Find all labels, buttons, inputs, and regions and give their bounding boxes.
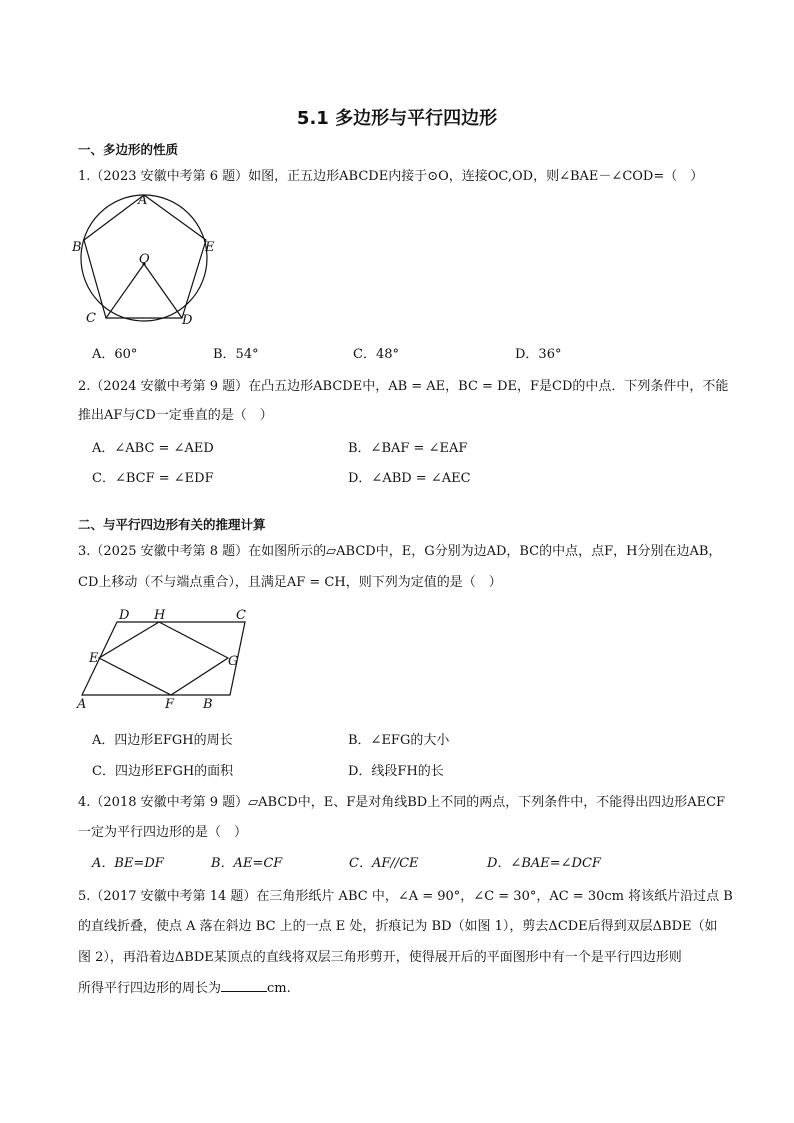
question-1-text: 1.（2023 安徽中考第 6 题）如图，正五边形ABCDE内接于⊙O，连接OC,OD，则∠BAE－∠COD=（ ）	[78, 169, 704, 184]
q3-option-a: A．四边形EFGH的周长	[92, 733, 233, 748]
parallelogram-abcd	[82, 622, 245, 695]
question-3-line-2: CD上移动（不与端点重合），且满足AF = CH，则下列为定值的是（ ）	[78, 575, 502, 590]
label-C: C	[86, 311, 96, 326]
segment-od	[144, 264, 182, 318]
q1-option-c: C．48°	[353, 347, 399, 362]
question-5-line-4	[78, 977, 291, 996]
q3-option-d: D．线段FH的长	[348, 764, 444, 779]
q2-option-d: D．∠ABD = ∠AEC	[348, 471, 471, 486]
q1-option-b: B．54°	[213, 347, 259, 362]
segment-oc	[106, 264, 144, 318]
q3-option-b: B．∠EFG的大小	[348, 733, 450, 748]
q1-option-a: A．60°	[92, 347, 138, 362]
answer-blank	[221, 979, 267, 992]
label-H: H	[154, 608, 166, 623]
question-5-line-2: 的直线折叠，使点 A 落在斜边 BC 上的一点 E 处，折痕记为 BD（如图 1），剪去ΔCDE后得到双层ΔBDE（如	[78, 919, 718, 934]
q2-option-a: A．∠ABC = ∠AED	[92, 441, 214, 456]
question-2-line-1: 2.（2024 安徽中考第 9 题）在凸五边形ABCDE中，AB = AE，BC = DE，F是CD的中点．下列条件中，不能	[78, 379, 729, 394]
label-A: A	[138, 193, 148, 208]
q4-option-b: B．AE=CF	[211, 856, 283, 871]
label-E: E	[205, 240, 215, 255]
page-title: 5.1 多边形与平行四边形	[296, 108, 498, 129]
label-B: B	[72, 240, 82, 255]
q4-option-a: A．BE=DF	[92, 856, 164, 871]
label-B: B	[203, 697, 213, 710]
label-D: D	[182, 313, 193, 328]
label-E: E	[89, 651, 99, 666]
question-5-text: 所得平行四边形的周长为	[78, 981, 222, 996]
question-2-line-2: 推出AF与CD一定垂直的是（ ）	[78, 408, 273, 423]
pentagon-figure	[66, 188, 226, 333]
label-F: F	[165, 697, 175, 710]
label-A: A	[77, 697, 87, 710]
question-3-line-1: 3.（2025 安徽中考第 8 题）在如图所示的▱ABCD中，E，G分别为边AD，BC的中点，点F，H分别在边AB，	[78, 544, 722, 559]
q4-option-d: D．∠BAE=∠DCF	[487, 856, 601, 871]
section-heading-2: 二、与平行四边形有关的推理计算	[78, 517, 266, 532]
parallelogram-figure	[72, 605, 262, 710]
label-O: O	[139, 252, 150, 267]
q3-option-c: C．四边形EFGH的面积	[92, 764, 234, 779]
q1-option-d: D．36°	[515, 347, 562, 362]
section-heading-1: 一、多边形的性质	[78, 142, 179, 157]
label-D: D	[119, 608, 130, 623]
label-G: G	[228, 654, 239, 669]
question-4-line-1: 4.（2018 安徽中考第 9 题）▱ABCD中，E、F是对角线BD上不同的两点，下列条件中，不能得出四边形AECF	[78, 795, 726, 810]
quadrilateral-efgh	[99, 622, 228, 695]
q2-option-b: B．∠BAF = ∠EAF	[348, 441, 468, 456]
q4-option-c: C．AF//CE	[349, 856, 419, 871]
q2-option-c: C．∠BCF = ∠EDF	[92, 471, 214, 486]
question-5-line-3: 图 2），再沿着边ΔBDE某顶点的直线将双层三角形剪开，使得展开后的平面图形中有一个是平行四边形则	[78, 950, 682, 965]
question-5-unit: cm.	[267, 981, 291, 996]
question-4-line-2: 一定为平行四边形的是（ ）	[78, 825, 248, 840]
question-5-line-1: 5.（2017 安徽中考第 14 题）在三角形纸片 ABC 中，∠A = 90°，∠C = 30°，AC = 30cm 将该纸片沿过点 B	[78, 889, 733, 904]
label-C: C	[236, 608, 246, 623]
